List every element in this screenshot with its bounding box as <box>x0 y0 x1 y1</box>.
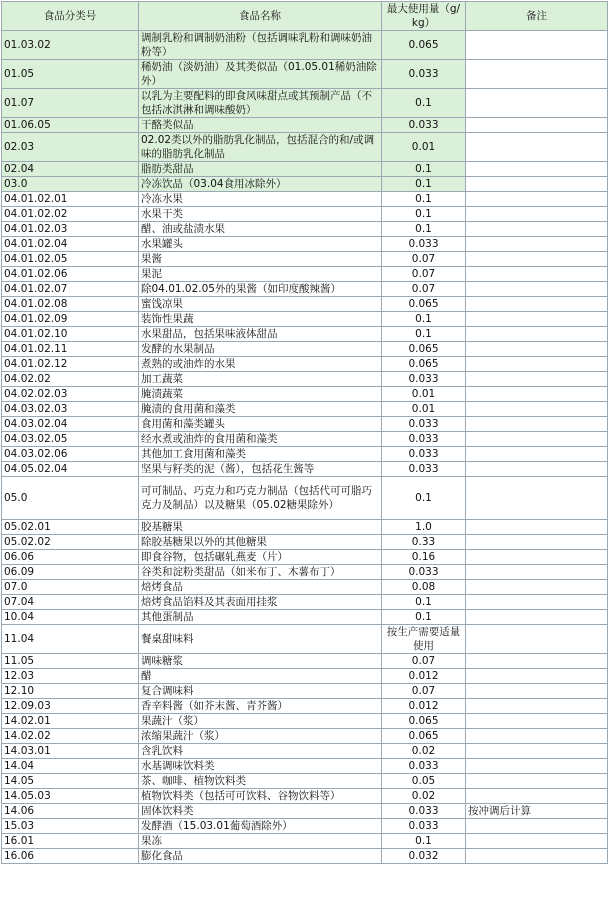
cell-note <box>466 60 608 89</box>
cell-max: 0.033 <box>382 447 466 462</box>
header-remarks: 备注 <box>466 2 608 31</box>
cell-code: 12.09.03 <box>2 699 139 714</box>
cell-note <box>466 417 608 432</box>
cell-note <box>466 699 608 714</box>
cell-code: 04.03.02.06 <box>2 447 139 462</box>
cell-code: 04.01.02.11 <box>2 342 139 357</box>
cell-max: 0.05 <box>382 774 466 789</box>
cell-note <box>466 550 608 565</box>
header-max-usage: 最大使用量（g/kg） <box>382 2 466 31</box>
cell-name: 可可制品、巧克力和巧克力制品（包括代可可脂巧克力及制品）以及糖果（05.02糖果除外） <box>139 477 382 520</box>
table-row <box>2 207 608 222</box>
cell-name: 装饰性果蔬 <box>139 312 382 327</box>
cell-name: 果泥 <box>139 267 382 282</box>
cell-code: 14.04 <box>2 759 139 774</box>
cell-code: 14.05.03 <box>2 789 139 804</box>
cell-code: 02.04 <box>2 162 139 177</box>
table-row <box>2 342 608 357</box>
cell-max: 0.033 <box>382 60 466 89</box>
cell-max: 0.1 <box>382 477 466 520</box>
cell-max: 1.0 <box>382 520 466 535</box>
cell-max: 0.1 <box>382 610 466 625</box>
table-row <box>2 834 608 849</box>
cell-name: 经水煮或油炸的食用菌和藻类 <box>139 432 382 447</box>
cell-note <box>466 729 608 744</box>
cell-max: 0.01 <box>382 402 466 417</box>
cell-name: 水果甜品，包括果味液体甜品 <box>139 327 382 342</box>
cell-code: 04.01.02.07 <box>2 282 139 297</box>
cell-name: 焙烤食品 <box>139 580 382 595</box>
cell-code: 04.02.02 <box>2 372 139 387</box>
cell-code: 14.02.01 <box>2 714 139 729</box>
cell-code: 04.01.02.12 <box>2 357 139 372</box>
cell-code: 06.06 <box>2 550 139 565</box>
cell-code: 10.04 <box>2 610 139 625</box>
cell-max: 0.033 <box>382 462 466 477</box>
cell-note <box>466 267 608 282</box>
cell-code: 07.0 <box>2 580 139 595</box>
cell-code: 11.05 <box>2 654 139 669</box>
cell-note <box>466 133 608 162</box>
cell-max: 0.1 <box>382 162 466 177</box>
cell-note <box>466 774 608 789</box>
cell-note <box>466 387 608 402</box>
cell-name: 含乳饮料 <box>139 744 382 759</box>
cell-code: 04.03.02.03 <box>2 402 139 417</box>
cell-note <box>466 789 608 804</box>
cell-code: 04.01.02.05 <box>2 252 139 267</box>
cell-name: 02.02类以外的脂肪乳化制品，包括混合的和/或调味的脂肪乳化制品 <box>139 133 382 162</box>
cell-max: 0.065 <box>382 357 466 372</box>
cell-name: 加工蔬菜 <box>139 372 382 387</box>
cell-code: 14.02.02 <box>2 729 139 744</box>
cell-code: 16.01 <box>2 834 139 849</box>
cell-note <box>466 759 608 774</box>
cell-max: 0.07 <box>382 282 466 297</box>
cell-note <box>466 207 608 222</box>
cell-name: 水基调味饮料类 <box>139 759 382 774</box>
cell-name: 调味糖浆 <box>139 654 382 669</box>
cell-max: 0.1 <box>382 327 466 342</box>
cell-code: 04.01.02.01 <box>2 192 139 207</box>
cell-code: 14.06 <box>2 804 139 819</box>
cell-max: 0.08 <box>382 580 466 595</box>
cell-code: 03.0 <box>2 177 139 192</box>
cell-name: 膨化食品 <box>139 849 382 864</box>
table-row <box>2 535 608 550</box>
cell-note <box>466 222 608 237</box>
cell-name: 果冻 <box>139 834 382 849</box>
cell-max: 0.33 <box>382 535 466 550</box>
cell-name: 发酵的水果制品 <box>139 342 382 357</box>
cell-code: 04.01.02.10 <box>2 327 139 342</box>
cell-code: 06.09 <box>2 565 139 580</box>
cell-name: 冷冻饮品（03.04食用冰除外） <box>139 177 382 192</box>
cell-name: 即食谷物，包括碾轧燕麦（片） <box>139 550 382 565</box>
cell-name: 醋、油或盐渍水果 <box>139 222 382 237</box>
table-row <box>2 804 608 819</box>
cell-note <box>466 31 608 60</box>
table-row <box>2 789 608 804</box>
cell-name: 醋 <box>139 669 382 684</box>
cell-note <box>466 625 608 654</box>
header-food-name: 食品名称 <box>139 2 382 31</box>
cell-name: 食用菌和藻类罐头 <box>139 417 382 432</box>
cell-name: 香辛料酱（如芥末酱、青芥酱） <box>139 699 382 714</box>
cell-note <box>466 252 608 267</box>
cell-max: 0.1 <box>382 595 466 610</box>
cell-max: 0.065 <box>382 31 466 60</box>
cell-note <box>466 192 608 207</box>
cell-code: 04.01.02.03 <box>2 222 139 237</box>
cell-max: 0.07 <box>382 684 466 699</box>
cell-max: 0.033 <box>382 372 466 387</box>
table-row <box>2 759 608 774</box>
cell-note <box>466 684 608 699</box>
cell-code: 01.06.05 <box>2 118 139 133</box>
cell-code: 02.03 <box>2 133 139 162</box>
table-row <box>2 462 608 477</box>
cell-max: 0.033 <box>382 432 466 447</box>
cell-note <box>466 535 608 550</box>
cell-name: 其他加工食用菌和藻类 <box>139 447 382 462</box>
cell-code: 14.05 <box>2 774 139 789</box>
cell-name: 茶、咖啡、植物饮料类 <box>139 774 382 789</box>
cell-note <box>466 89 608 118</box>
cell-note <box>466 819 608 834</box>
cell-name: 水果干类 <box>139 207 382 222</box>
table-row <box>2 192 608 207</box>
table-row <box>2 432 608 447</box>
table-header-row <box>2 2 608 31</box>
cell-max: 0.07 <box>382 267 466 282</box>
cell-code: 16.06 <box>2 849 139 864</box>
cell-max: 0.1 <box>382 222 466 237</box>
cell-note <box>466 402 608 417</box>
cell-note <box>466 162 608 177</box>
cell-max: 0.1 <box>382 89 466 118</box>
table-row <box>2 595 608 610</box>
table-row <box>2 133 608 162</box>
cell-note <box>466 580 608 595</box>
cell-max: 0.065 <box>382 297 466 312</box>
cell-max: 0.033 <box>382 237 466 252</box>
cell-name: 果蔬汁（浆） <box>139 714 382 729</box>
cell-code: 07.04 <box>2 595 139 610</box>
table-row <box>2 60 608 89</box>
cell-code: 04.02.02.03 <box>2 387 139 402</box>
cell-name: 干酪类似品 <box>139 118 382 133</box>
table-row <box>2 118 608 133</box>
table-row <box>2 819 608 834</box>
table-row <box>2 162 608 177</box>
cell-note <box>466 520 608 535</box>
cell-name: 脂肪类甜品 <box>139 162 382 177</box>
cell-code: 14.03.01 <box>2 744 139 759</box>
table-row <box>2 744 608 759</box>
cell-note <box>466 118 608 133</box>
cell-name: 固体饮料类 <box>139 804 382 819</box>
cell-code: 05.0 <box>2 477 139 520</box>
cell-max: 0.033 <box>382 759 466 774</box>
table-row <box>2 699 608 714</box>
cell-max: 0.033 <box>382 819 466 834</box>
cell-note <box>466 669 608 684</box>
cell-max: 0.065 <box>382 729 466 744</box>
cell-name: 以乳为主要配料的即食风味甜点或其预制产品（不包括冰淇淋和调味酸奶） <box>139 89 382 118</box>
cell-note <box>466 714 608 729</box>
cell-note <box>466 297 608 312</box>
table-row <box>2 237 608 252</box>
cell-name: 稀奶油（淡奶油）及其类似品（01.05.01稀奶油除外） <box>139 60 382 89</box>
cell-max: 0.01 <box>382 133 466 162</box>
cell-name: 果酱 <box>139 252 382 267</box>
header-category-code: 食品分类号 <box>2 2 139 31</box>
table-row <box>2 327 608 342</box>
cell-max: 0.1 <box>382 207 466 222</box>
table-row <box>2 372 608 387</box>
cell-note <box>466 849 608 864</box>
table-row <box>2 312 608 327</box>
table-row <box>2 297 608 312</box>
table-row <box>2 669 608 684</box>
cell-note <box>466 595 608 610</box>
cell-name: 复合调味料 <box>139 684 382 699</box>
cell-code: 05.02.01 <box>2 520 139 535</box>
table-row <box>2 774 608 789</box>
cell-max: 0.02 <box>382 744 466 759</box>
cell-name: 冷冻水果 <box>139 192 382 207</box>
table-row <box>2 520 608 535</box>
table-row <box>2 387 608 402</box>
cell-name: 水果罐头 <box>139 237 382 252</box>
cell-code: 15.03 <box>2 819 139 834</box>
cell-code: 01.07 <box>2 89 139 118</box>
table-row <box>2 684 608 699</box>
table-row <box>2 714 608 729</box>
cell-name: 煮熟的或油炸的水果 <box>139 357 382 372</box>
cell-max: 0.065 <box>382 714 466 729</box>
cell-name: 腌渍的食用菌和藻类 <box>139 402 382 417</box>
cell-name: 其他蛋制品 <box>139 610 382 625</box>
cell-note <box>466 744 608 759</box>
cell-note <box>466 565 608 580</box>
cell-note <box>466 654 608 669</box>
cell-max: 0.1 <box>382 834 466 849</box>
cell-max: 0.02 <box>382 789 466 804</box>
cell-code: 04.01.02.06 <box>2 267 139 282</box>
cell-name: 发酵酒（15.03.01葡萄酒除外） <box>139 819 382 834</box>
additive-usage-table <box>1 1 608 864</box>
table-row <box>2 89 608 118</box>
table-row <box>2 550 608 565</box>
cell-max: 0.1 <box>382 192 466 207</box>
table-row <box>2 402 608 417</box>
cell-max: 0.01 <box>382 387 466 402</box>
cell-name: 腌渍蔬菜 <box>139 387 382 402</box>
table-row <box>2 417 608 432</box>
cell-max: 0.07 <box>382 252 466 267</box>
cell-code: 12.03 <box>2 669 139 684</box>
cell-code: 04.03.02.05 <box>2 432 139 447</box>
cell-code: 04.01.02.04 <box>2 237 139 252</box>
cell-max: 0.033 <box>382 118 466 133</box>
table-row <box>2 580 608 595</box>
cell-code: 01.03.02 <box>2 31 139 60</box>
cell-max: 0.033 <box>382 565 466 580</box>
cell-code: 04.03.02.04 <box>2 417 139 432</box>
cell-max: 0.032 <box>382 849 466 864</box>
cell-name: 植物饮料类（包括可可饮料、谷物饮料等） <box>139 789 382 804</box>
table-row <box>2 610 608 625</box>
cell-note <box>466 447 608 462</box>
table-row <box>2 177 608 192</box>
cell-max: 0.16 <box>382 550 466 565</box>
table-row <box>2 357 608 372</box>
cell-code: 04.01.02.08 <box>2 297 139 312</box>
cell-code: 12.10 <box>2 684 139 699</box>
cell-max: 0.033 <box>382 417 466 432</box>
cell-note <box>466 432 608 447</box>
cell-name: 除04.01.02.05外的果酱（如印度酸辣酱） <box>139 282 382 297</box>
cell-max: 0.1 <box>382 177 466 192</box>
cell-note <box>466 327 608 342</box>
cell-max: 0.033 <box>382 804 466 819</box>
table-row <box>2 282 608 297</box>
cell-note: 按冲调后计算 <box>466 804 608 819</box>
cell-max: 0.065 <box>382 342 466 357</box>
cell-note <box>466 834 608 849</box>
cell-code: 05.02.02 <box>2 535 139 550</box>
table-row <box>2 849 608 864</box>
table-row <box>2 447 608 462</box>
cell-max: 0.1 <box>382 312 466 327</box>
cell-note <box>466 462 608 477</box>
cell-name: 蜜饯凉果 <box>139 297 382 312</box>
cell-name: 餐桌甜味料 <box>139 625 382 654</box>
cell-name: 谷类和淀粉类甜品（如米布丁、木薯布丁） <box>139 565 382 580</box>
cell-code: 04.05.02.04 <box>2 462 139 477</box>
table-row <box>2 267 608 282</box>
table-row <box>2 729 608 744</box>
table-row <box>2 477 608 520</box>
cell-note <box>466 610 608 625</box>
cell-code: 04.01.02.09 <box>2 312 139 327</box>
cell-code: 11.04 <box>2 625 139 654</box>
cell-max: 按生产需要适量使用 <box>382 625 466 654</box>
cell-note <box>466 282 608 297</box>
cell-note <box>466 372 608 387</box>
cell-max: 0.012 <box>382 669 466 684</box>
cell-name: 坚果与籽类的泥（酱），包括花生酱等 <box>139 462 382 477</box>
table-row <box>2 252 608 267</box>
cell-note <box>466 177 608 192</box>
table-row <box>2 654 608 669</box>
cell-code: 04.01.02.02 <box>2 207 139 222</box>
table-row <box>2 565 608 580</box>
cell-code: 01.05 <box>2 60 139 89</box>
cell-note <box>466 477 608 520</box>
cell-max: 0.012 <box>382 699 466 714</box>
cell-note <box>466 357 608 372</box>
cell-note <box>466 312 608 327</box>
cell-name: 除胶基糖果以外的其他糖果 <box>139 535 382 550</box>
cell-name: 胶基糖果 <box>139 520 382 535</box>
cell-max: 0.07 <box>382 654 466 669</box>
cell-note <box>466 237 608 252</box>
table-row <box>2 625 608 654</box>
cell-name: 浓缩果蔬汁（浆） <box>139 729 382 744</box>
table-row <box>2 222 608 237</box>
cell-note <box>466 342 608 357</box>
table-row <box>2 31 608 60</box>
cell-name: 焙烤食品馅料及其表面用挂浆 <box>139 595 382 610</box>
cell-name: 调制乳粉和调制奶油粉（包括调味乳粉和调味奶油粉等） <box>139 31 382 60</box>
